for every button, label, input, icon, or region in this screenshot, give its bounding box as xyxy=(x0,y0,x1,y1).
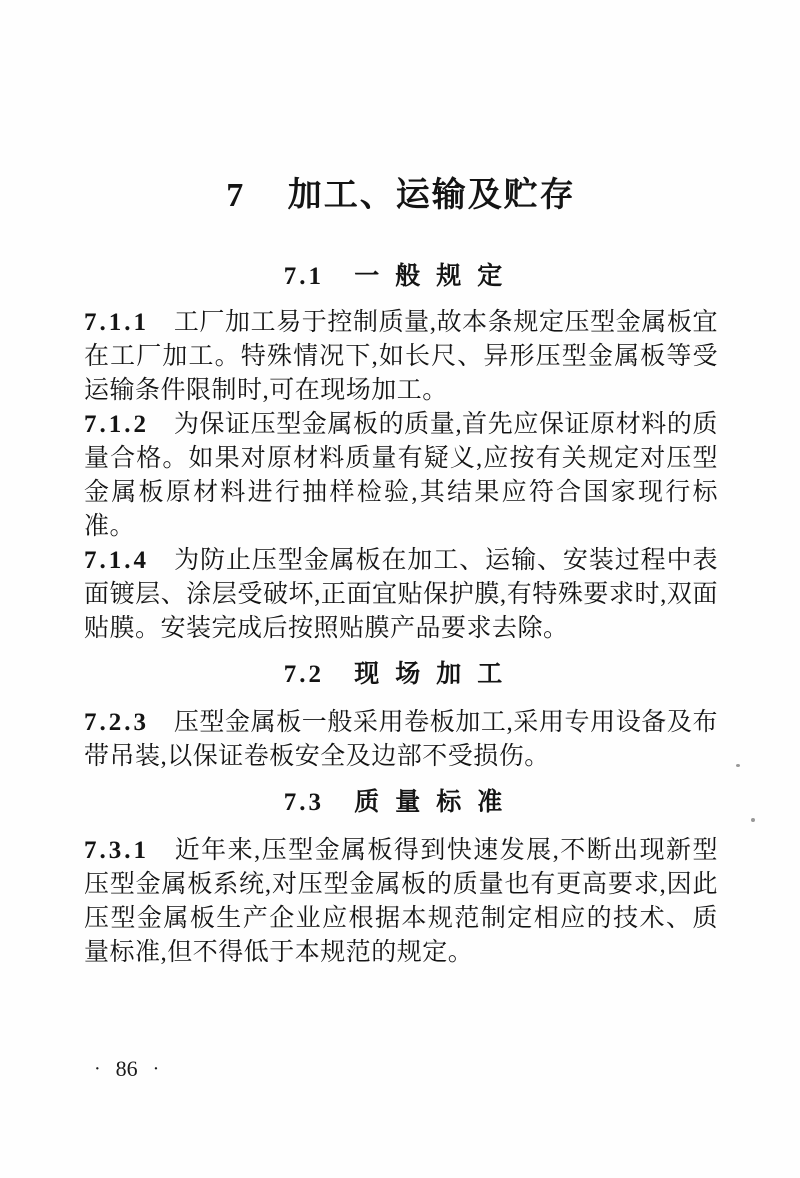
section-number: 7.1 xyxy=(283,263,324,290)
chapter-title: 加工、运输及贮存 xyxy=(287,177,576,214)
section-number: 7.2 xyxy=(283,661,324,688)
clause-text: 压型金属板一般采用卷板加工,采用专用设备及布带吊装,以保证卷板安全及边部不受损伤。 xyxy=(84,709,718,770)
section-7-3 xyxy=(84,788,718,970)
section-7-2-heading xyxy=(84,660,718,690)
clause-text: 近年来,压型金属板得到快速发展,不断出现新型压型金属板系统,对压型金属板的质量也有更高要求,因此压型金属板生产企业应根据本规范制定相应的技术、质量标准,但不得低于本规范的规定。 xyxy=(84,837,718,966)
chapter-number: 7 xyxy=(226,177,244,214)
section-title: 一般规定 xyxy=(354,263,519,290)
page-footer xyxy=(94,1056,159,1082)
chapter-heading xyxy=(84,176,718,216)
section-7-1-heading xyxy=(84,262,718,292)
clause-7-1-2 xyxy=(84,408,718,544)
section-title: 现场加工 xyxy=(354,661,519,688)
clause-number: 7.1.2 xyxy=(84,411,149,438)
section-number: 7.3 xyxy=(283,789,324,816)
clause-number: 7.2.3 xyxy=(84,709,149,736)
scan-speck xyxy=(751,818,755,822)
footer-left-dot: · xyxy=(94,1058,101,1080)
page-number: 86 xyxy=(115,1056,138,1081)
clause-text: 为防止压型金属板在加工、运输、安装过程中表面镀层、涂层受破坏,正面宜贴保护膜,有特殊要求时,双面贴膜。安装完成后按照贴膜产品要求去除。 xyxy=(84,547,718,642)
clause-text: 为保证压型金属板的质量,首先应保证原材料的质量合格。如果对原材料质量有疑义,应按有关规定对压型金属板原材料进行抽样检验,其结果应符合国家现行标准。 xyxy=(84,411,718,540)
clause-text: 工厂加工易于控制质量,故本条规定压型金属板宜在工厂加工。特殊情况下,如长尺、异形压型金属板等受运输条件限制时,可在现场加工。 xyxy=(84,309,718,404)
clause-7-1-1 xyxy=(84,306,718,408)
clause-7-2-3 xyxy=(84,706,718,774)
section-7-1 xyxy=(84,262,718,646)
scan-speck xyxy=(736,764,740,767)
clause-7-1-4 xyxy=(84,544,718,646)
footer-right-dot: · xyxy=(152,1058,160,1080)
section-title: 质量标准 xyxy=(354,789,519,816)
clause-number: 7.1.4 xyxy=(84,547,149,574)
clause-7-3-1 xyxy=(84,834,718,970)
section-7-3-heading xyxy=(84,788,718,818)
clause-number: 7.3.1 xyxy=(84,837,149,864)
section-7-2 xyxy=(84,660,718,774)
clause-number: 7.1.1 xyxy=(84,309,149,336)
